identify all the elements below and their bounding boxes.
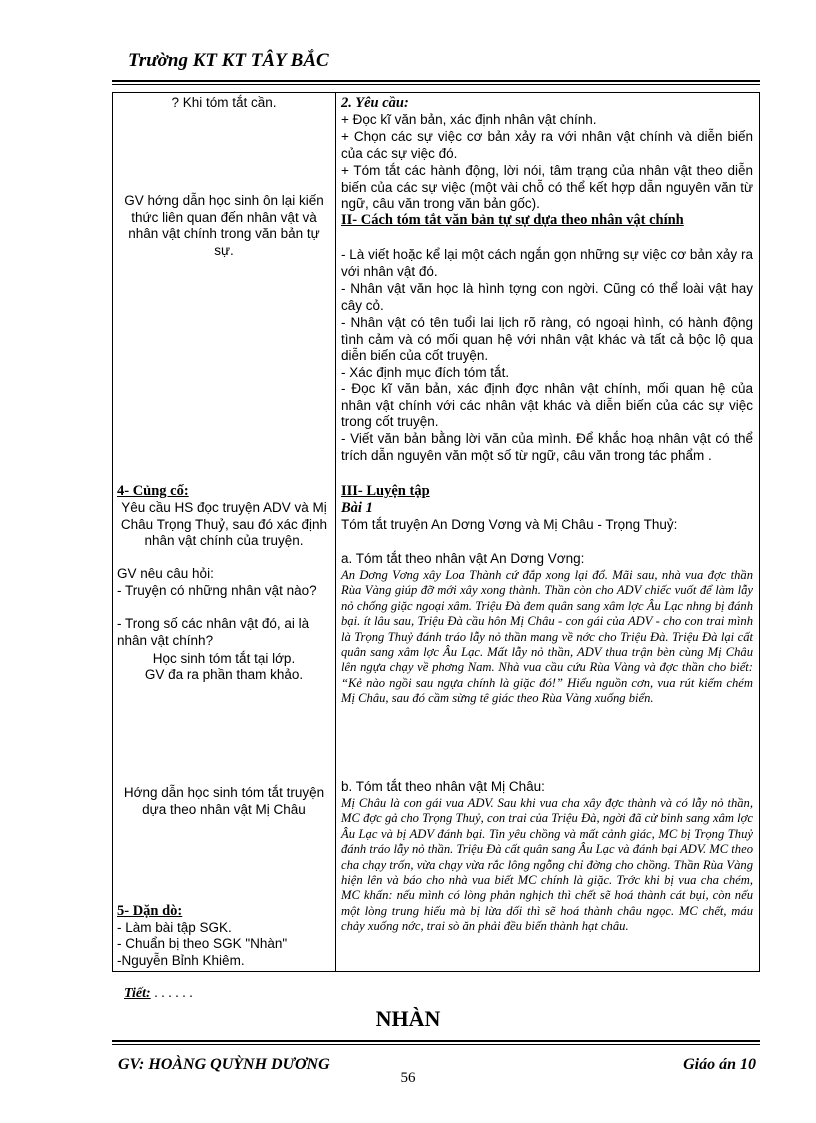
- left-p8: GV đa ra phần tham khảo.: [144, 667, 304, 682]
- left-p2: GV hớng dẫn học sinh ôn lại kiến thức liên quan đến nhân vật và nhân vật chính trong văn bản tự sự.: [124, 193, 324, 258]
- tiet-dots: . . . . . .: [150, 986, 193, 1001]
- left-p3: Yêu cầu HS đọc truyện ADV và Mị Châu Trọng Thuỷ, sau đó xác định nhân vật chính của truyện.: [120, 500, 328, 548]
- left-p1: ? Khi tóm tắt cần.: [171, 95, 277, 110]
- req-item-3: + Tóm tắt các hành động, lời nói, tâm trạng của nhân vật theo diễn biến của các sự việc (một vài chỗ có thể kết hợp dẫn nguyên văn từ ngữ, câu văn trong văn bản gốc).: [341, 163, 753, 211]
- footer-rule: [112, 1040, 760, 1042]
- sec2-item-4: - Xác định mục đích tóm tắt.: [341, 365, 510, 380]
- teacher-name: GV: HOÀNG QUỲNH DƯƠNG: [118, 1056, 330, 1073]
- sec2-item-1: - Là viết hoặc kể lại một cách ngắn gọn những sự việc cơ bản xảy ra với nhân vật đó.: [341, 247, 753, 279]
- footer-rule-thin: [112, 1044, 760, 1045]
- left-p12: -Nguyễn Bỉnh Khiêm.: [117, 953, 245, 968]
- sec2-item-6: - Viết văn bản bằng lời văn của mình. Để khắc hoạ nhân vật có thể trích dẫn nguyên văn một số từ ngữ, câu văn trong tác phẩm .: [341, 431, 753, 463]
- sec2-item-3: - Nhân vật có tên tuổi lai lịch rõ ràng, có ngoại hình, có hành động tình cảm và có mối quan hệ với nhân vật khác và tất cả bộc lộ qua diễn biến của cốt truyện.: [341, 315, 753, 363]
- left-p11: - Chuẩn bị theo SGK "Nhàn": [117, 936, 288, 951]
- sec2-item-5: - Đọc kĩ văn bản, xác định đợc nhân vật chính, mối quan hệ của nhân vật chính với các nhân vật khác và diễn biến của các sự việc trong cốt truyện.: [341, 381, 753, 429]
- section-5-heading: 5- Dặn dò:: [117, 903, 183, 919]
- section-2-heading: II- Cách tóm tắt văn bản tự sự dựa theo nhân vật chính: [341, 212, 684, 228]
- left-p9: Hớng dẫn học sinh tóm tắt truyện dựa theo nhân vật Mị Châu: [123, 785, 325, 817]
- requirements-heading: 2. Yêu cầu:: [341, 95, 409, 111]
- left-p6: - Trong số các nhân vật đó, ai là nhân vật chính?: [117, 616, 310, 648]
- req-item-2: + Chọn các sự việc cơ bản xảy ra với nhân vật chính và diễn biến của các sự việc đó.: [341, 129, 753, 161]
- section-4-heading: 4- Củng cố:: [117, 483, 189, 499]
- summary-a-text: An Dơng Vơng xây Loa Thành cứ đắp xong lại đổ. Mãi sau, nhà vua đợc thần Rùa Vàng giúp đỡ mới xây xong thành. Thần còn cho ADV chiếc vuốt để làm lẫy nỏ chống giặc ngoại xâm. Triệu Đà đem quân sang xâm lợc Âu Lạc nhng bị đánh bại. ít lâu sau, Triệu Đà cầu hôn Mị Châu - con gái của ADV - cho con trai mình là Trọng Thuỷ đánh tráo lẫy nỏ thần mang về nớc cho Triệu Đà. Triệu Đà lại cất quân sang xâm lợc Âu Lạc. Mất lẫy nỏ thần, ADV thua trận bèn cùng Mị Châu lên ngựa chạy về phơng Nam. Nhà vua cầu cứu Rùa Vàng và đợc thần cho biết: “Kẻ nào ngồi sau ngựa chính là giặc đó!” Hiểu nguồn cơn, vua rút kiếm chém Mị Châu, sau đó cầm sừng tê giác theo Rùa Vàng xuống biển.: [341, 568, 753, 706]
- section-3-heading: III- Luyện tập: [341, 483, 430, 499]
- school-header: Trường KT KT TÂY BẮC: [128, 50, 329, 71]
- header-rule: [112, 80, 760, 82]
- book-name: Giáo án 10: [683, 1056, 756, 1073]
- sec2-item-2: - Nhân vật văn học là hình tợng con ngời. Cũng có thể loài vật hay cây cỏ.: [341, 281, 753, 313]
- req-item-1: + Đọc kĩ văn bản, xác định nhân vật chính.: [341, 112, 597, 127]
- left-p10: - Làm bài tập SGK.: [117, 920, 232, 935]
- lesson-period: [124, 986, 193, 1002]
- summary-b-text: Mị Châu là con gái vua ADV. Sau khi vua cha xây đợc thành và có lẫy nỏ thần, MC đợc gả cho Trọng Thuỷ, con trai của Triệu Đà, ngời đã cử binh sang xâm lợc Âu Lạc và bị ADV đánh bại. Tin yêu chồng và mất cảnh giác, MC bị Trọng Thuỷ đánh tráo lẫy nỏ thần. Triệu Đà cất quân sang Âu Lạc và đánh bại ADV. MC theo cha chạy trốn, vừa chạy vừa rắc lông ngỗng chỉ đờng cho chồng. Thần Rùa Vàng hiện lên và báo cho nhà vua biết MC chính là giặc. Trớc khi bị vua cha chém, MC khấn: nếu mình có lòng phản nghịch thì chết sẽ hoá thành cát bụi, còn nếu một lòng trung hiếu mà bị lừa dối thì sẽ hoá thành châu ngọc. MC chết, máu chảy xuống nớc, trai sò ăn phải đều biến thành hạt châu.: [341, 796, 753, 934]
- left-p7: Học sinh tóm tắt tại lớp.: [152, 651, 296, 666]
- lesson-table: [112, 92, 760, 972]
- left-p4: GV nêu câu hỏi:: [117, 566, 214, 581]
- content-column: [336, 93, 760, 972]
- summary-b-heading: b. Tóm tắt theo nhân vật Mị Châu:: [341, 779, 545, 794]
- teacher-activity-column: [113, 93, 336, 972]
- exercise-1-task: Tóm tắt truyện An Dơng Vơng và Mị Châu - Trọng Thuỷ:: [341, 517, 678, 532]
- summary-a-heading: a. Tóm tắt theo nhân vật An Dơng Vơng:: [341, 551, 585, 566]
- tiet-label: Tiết:: [124, 986, 151, 1001]
- next-lesson-title: NHÀN: [375, 1006, 441, 1031]
- exercise-1-heading: Bài 1: [341, 500, 373, 516]
- page-number: 56: [400, 1070, 416, 1086]
- header-rule-thin: [112, 84, 760, 85]
- left-p5: - Truyện có những nhân vật nào?: [117, 583, 317, 598]
